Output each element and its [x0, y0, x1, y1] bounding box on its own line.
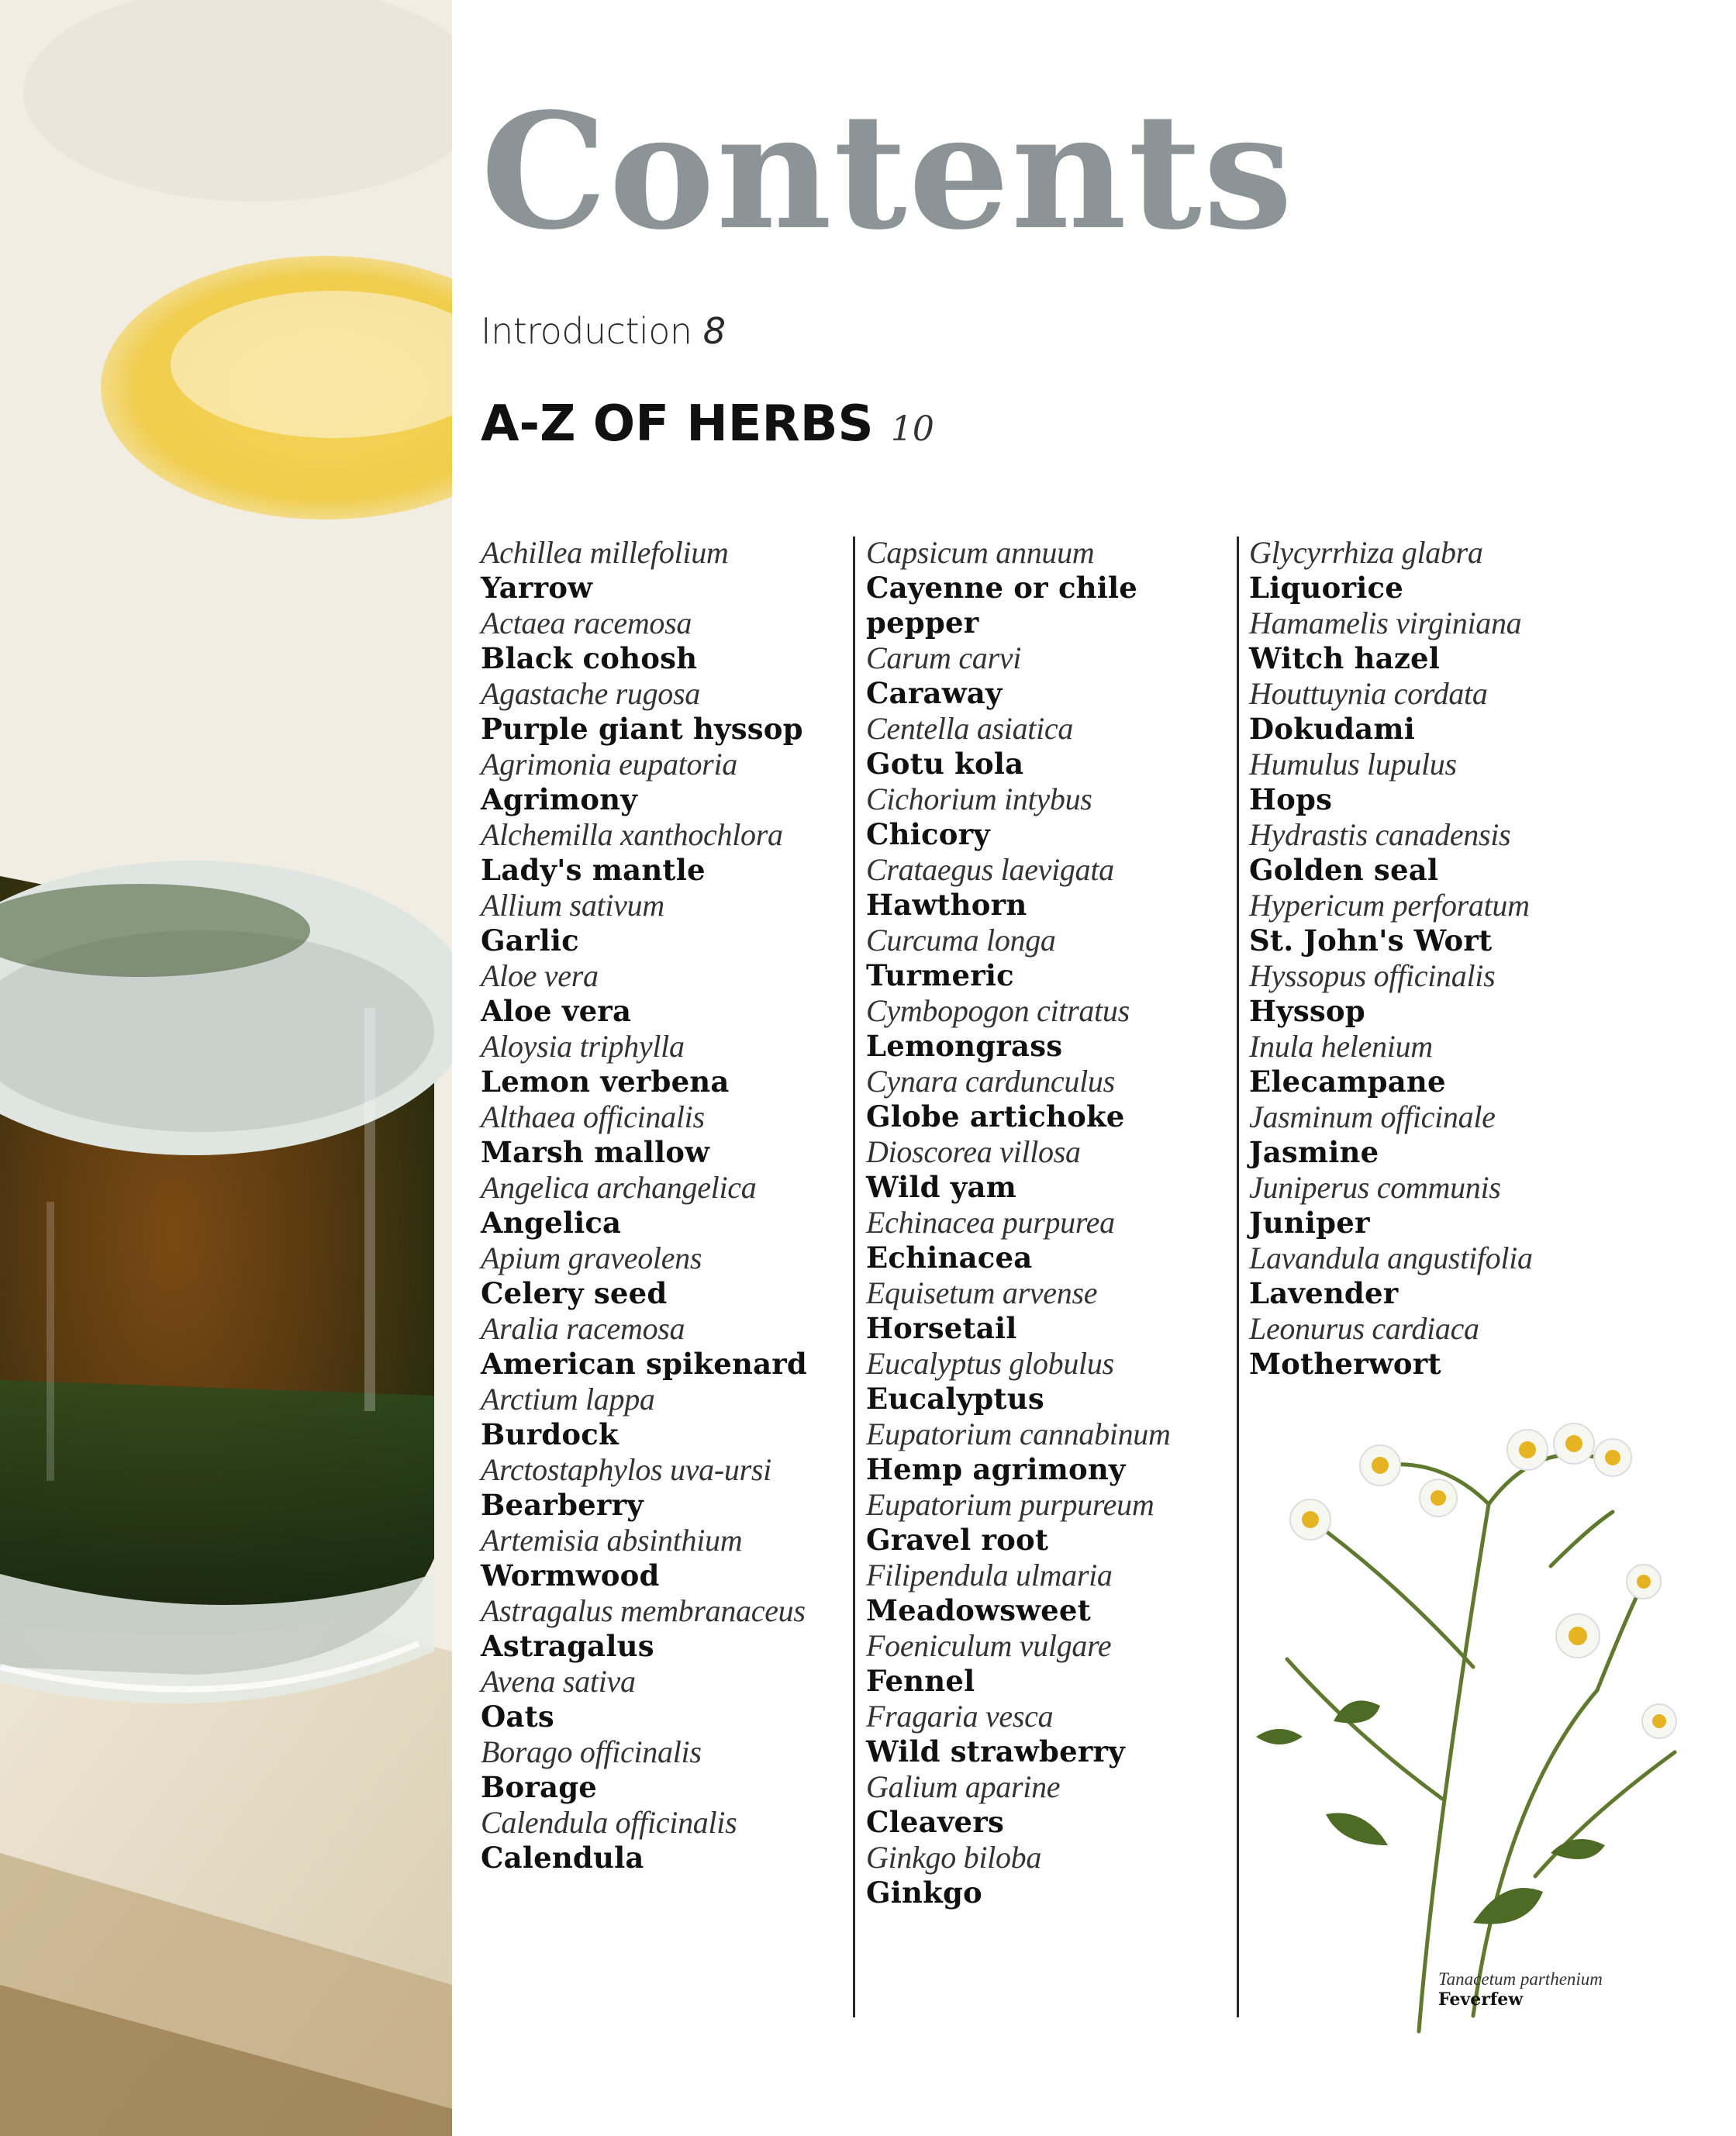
herb-entry — [481, 1452, 845, 1523]
herb-common-name: Hemp agrimony — [866, 1452, 1126, 1486]
herb-entry — [481, 747, 845, 817]
herb-entry — [481, 676, 845, 747]
herb-entry — [866, 1417, 1230, 1487]
herb-column-3 — [1249, 535, 1613, 1382]
herb-latin-name: Apium graveolens — [481, 1241, 702, 1275]
herb-entry — [866, 1205, 1230, 1275]
herb-entry — [481, 606, 845, 676]
column-divider — [1237, 537, 1239, 2017]
herb-latin-name: Eupatorium purpureum — [866, 1487, 1154, 1522]
herb-common-name: Elecampane — [1249, 1065, 1446, 1099]
herb-common-name: Borage — [481, 1770, 598, 1804]
herb-common-name: Globe artichoke — [866, 1099, 1125, 1134]
herb-latin-name: Aloe vera — [481, 958, 599, 993]
herb-latin-name: Curcuma longa — [866, 923, 1056, 958]
herb-common-name: Burdock — [481, 1417, 619, 1451]
herb-latin-name: Equisetum arvense — [866, 1275, 1098, 1310]
herb-column-2 — [866, 535, 1230, 1910]
herb-latin-name: Dioscorea villosa — [866, 1134, 1081, 1169]
herb-latin-name: Calendula officinalis — [481, 1805, 737, 1840]
herb-common-name: Wormwood — [481, 1558, 660, 1593]
herb-common-name: Horsetail — [866, 1311, 1017, 1345]
herb-common-name: Aloe vera — [481, 994, 632, 1028]
herb-entry — [481, 1311, 845, 1382]
herb-common-name: Oats — [481, 1699, 554, 1734]
herb-common-name: Ginkgo — [866, 1875, 982, 1910]
feverfew-illustration — [1241, 1411, 1690, 2047]
herb-latin-name: Foeniculum vulgare — [866, 1628, 1112, 1663]
herb-latin-name: Avena sativa — [481, 1664, 636, 1699]
herb-entry — [866, 782, 1230, 852]
herb-latin-name: Arctium lappa — [481, 1382, 655, 1417]
herb-common-name: Lemongrass — [866, 1029, 1063, 1063]
herbal-tea-photo — [0, 0, 452, 2136]
herb-common-name: Juniper — [1249, 1206, 1370, 1240]
herb-common-name: Wild strawberry — [866, 1734, 1125, 1768]
herb-common-name: Dokudami — [1249, 712, 1415, 746]
herb-latin-name: Hydrastis canadensis — [1249, 817, 1511, 852]
herb-entry — [1249, 747, 1613, 817]
herb-latin-name: Juniperus communis — [1249, 1170, 1501, 1205]
herb-common-name: Agrimony — [481, 782, 637, 816]
herb-entry — [866, 1558, 1230, 1628]
herb-latin-name: Astragalus membranaceus — [481, 1593, 806, 1628]
herb-entry — [1249, 958, 1613, 1029]
herb-entry — [1249, 888, 1613, 958]
herb-common-name: Cayenne or chile pepper — [866, 571, 1138, 640]
herb-common-name: American spikenard — [481, 1347, 808, 1381]
herb-common-name: Witch hazel — [1249, 641, 1441, 675]
herb-latin-name: Angelica archangelica — [481, 1170, 757, 1205]
illustration-caption — [1438, 1969, 1603, 2010]
herb-entry — [866, 1628, 1230, 1699]
herb-latin-name: Crataegus laevigata — [866, 852, 1114, 887]
herb-latin-name: Allium sativum — [481, 888, 664, 923]
herb-entry — [481, 1170, 845, 1241]
section-title: A-Z OF HERBS — [481, 395, 874, 453]
herb-common-name: Caraway — [866, 676, 1003, 710]
herb-latin-name: Galium aparine — [866, 1769, 1061, 1804]
herb-common-name: Golden seal — [1249, 853, 1439, 887]
caption-latin-name: Tanacetum parthenium — [1438, 1969, 1603, 1989]
herb-latin-name: Cynara cardunculus — [866, 1064, 1115, 1099]
herb-latin-name: Cichorium intybus — [866, 782, 1092, 816]
section-page-number: 10 — [890, 409, 934, 449]
herb-latin-name: Hypericum perforatum — [1249, 888, 1530, 923]
herb-latin-name: Fragaria vesca — [866, 1699, 1054, 1734]
herb-entry — [866, 993, 1230, 1064]
herb-entry — [866, 1769, 1230, 1840]
herb-common-name: Lady's mantle — [481, 853, 706, 887]
herb-common-name: Purple giant hyssop — [481, 712, 803, 746]
herb-entry — [866, 711, 1230, 782]
herb-entry — [866, 1699, 1230, 1769]
herb-common-name: Chicory — [866, 817, 991, 851]
herb-entry — [866, 1064, 1230, 1134]
herb-latin-name: Aloysia triphylla — [481, 1029, 685, 1064]
herb-latin-name: Alchemilla xanthochlora — [481, 817, 783, 852]
herb-latin-name: Glycyrrhiza glabra — [1249, 535, 1483, 570]
herb-common-name: Yarrow — [481, 571, 593, 605]
herb-entry — [481, 888, 845, 958]
herb-latin-name: Leonurus cardiaca — [1249, 1311, 1479, 1346]
herb-latin-name: Arctostaphylos uva-ursi — [481, 1452, 771, 1487]
herb-latin-name: Agastache rugosa — [481, 676, 700, 711]
introduction-page-number: 8 — [702, 310, 726, 352]
herb-common-name: Bearberry — [481, 1488, 644, 1522]
herb-latin-name: Aralia racemosa — [481, 1311, 685, 1346]
herb-common-name: Hops — [1249, 782, 1333, 816]
herb-latin-name: Hyssopus officinalis — [1249, 958, 1496, 993]
herb-latin-name: Artemisia absinthium — [481, 1523, 743, 1558]
herb-latin-name: Hamamelis virginiana — [1249, 606, 1522, 640]
herb-latin-name: Echinacea purpurea — [866, 1205, 1115, 1240]
herb-common-name: St. John's Wort — [1249, 923, 1493, 958]
herb-latin-name: Agrimonia eupatoria — [481, 747, 737, 782]
herb-common-name: Eucalyptus — [866, 1382, 1044, 1416]
herb-entry — [866, 923, 1230, 993]
herb-entry — [1249, 606, 1613, 676]
herb-common-name: Hyssop — [1249, 994, 1365, 1028]
herb-column-1 — [481, 535, 845, 1875]
herb-common-name: Fennel — [866, 1664, 975, 1698]
herb-latin-name: Actaea racemosa — [481, 606, 692, 640]
herb-entry — [481, 1029, 845, 1099]
herb-latin-name: Carum carvi — [866, 640, 1022, 675]
herb-entry — [1249, 1099, 1613, 1170]
herb-entry — [481, 1734, 845, 1805]
herb-entry — [866, 1275, 1230, 1346]
section-heading — [481, 395, 934, 453]
herb-latin-name: Ginkgo biloba — [866, 1840, 1042, 1875]
herb-entry — [481, 1241, 845, 1311]
herb-entry — [481, 535, 845, 606]
introduction-label: Introduction — [481, 310, 692, 352]
herb-entry — [1249, 1311, 1613, 1382]
herb-entry — [481, 1664, 845, 1734]
herb-latin-name: Inula helenium — [1249, 1029, 1433, 1064]
herb-latin-name: Borago officinalis — [481, 1734, 702, 1769]
herb-common-name: Meadowsweet — [866, 1593, 1091, 1627]
herb-common-name: Motherwort — [1249, 1347, 1441, 1381]
herb-common-name: Wild yam — [866, 1170, 1016, 1204]
herb-entry — [866, 1840, 1230, 1910]
introduction-entry — [481, 310, 725, 352]
herb-entry — [866, 640, 1230, 711]
herb-latin-name: Filipendula ulmaria — [866, 1558, 1113, 1593]
herb-latin-name: Centella asiatica — [866, 711, 1074, 746]
herb-common-name: Garlic — [481, 923, 579, 958]
herb-common-name: Astragalus — [481, 1629, 654, 1663]
herb-common-name: Liquorice — [1249, 571, 1403, 605]
herb-common-name: Marsh mallow — [481, 1135, 710, 1169]
herb-entry — [481, 1523, 845, 1593]
herb-common-name: Turmeric — [866, 958, 1014, 992]
herb-common-name: Echinacea — [866, 1241, 1033, 1275]
tea-glass-illustration — [0, 0, 452, 2136]
herb-common-name: Lemon verbena — [481, 1065, 730, 1099]
herb-entry — [1249, 817, 1613, 888]
herb-entry — [481, 1099, 845, 1170]
herb-entry — [1249, 1241, 1613, 1311]
herb-common-name: Jasmine — [1249, 1135, 1379, 1169]
herb-common-name: Hawthorn — [866, 888, 1027, 922]
caption-common-name: Feverfew — [1438, 1989, 1524, 2010]
herb-common-name: Gravel root — [866, 1523, 1049, 1557]
herb-entry — [866, 1346, 1230, 1417]
page-title: Contents — [481, 79, 1295, 265]
herb-latin-name: Achillea millefolium — [481, 535, 729, 570]
herb-common-name: Lavender — [1249, 1276, 1399, 1310]
herb-latin-name: Cymbopogon citratus — [866, 993, 1130, 1028]
herb-common-name: Cleavers — [866, 1805, 1004, 1839]
herb-entry — [866, 535, 1230, 640]
herb-entry — [1249, 1170, 1613, 1241]
herb-common-name: Gotu kola — [866, 747, 1024, 781]
herb-latin-name: Lavandula angustifolia — [1249, 1241, 1533, 1275]
herb-entry — [481, 1382, 845, 1452]
herb-entry — [481, 958, 845, 1029]
herb-latin-name: Althaea officinalis — [481, 1099, 705, 1134]
herb-entry — [1249, 535, 1613, 606]
herb-entry — [481, 1805, 845, 1875]
herb-common-name: Calendula — [481, 1841, 644, 1875]
herb-latin-name: Eupatorium cannabinum — [866, 1417, 1171, 1451]
herb-common-name: Celery seed — [481, 1276, 668, 1310]
herb-latin-name: Humulus lupulus — [1249, 747, 1457, 782]
column-divider — [853, 537, 855, 2017]
herb-common-name: Black cohosh — [481, 641, 698, 675]
herb-entry — [1249, 676, 1613, 747]
herb-entry — [866, 852, 1230, 923]
herb-entry — [481, 817, 845, 888]
feverfew-flowers — [1290, 1423, 1676, 1738]
herb-common-name: Angelica — [481, 1206, 622, 1240]
herb-latin-name: Houttuynia cordata — [1249, 676, 1488, 711]
herb-entry — [866, 1487, 1230, 1558]
herb-entry — [866, 1134, 1230, 1205]
herb-latin-name: Eucalyptus globulus — [866, 1346, 1114, 1381]
herb-latin-name: Jasminum officinale — [1249, 1099, 1496, 1134]
herb-entry — [481, 1593, 845, 1664]
herb-entry — [1249, 1029, 1613, 1099]
herb-latin-name: Capsicum annuum — [866, 535, 1095, 570]
